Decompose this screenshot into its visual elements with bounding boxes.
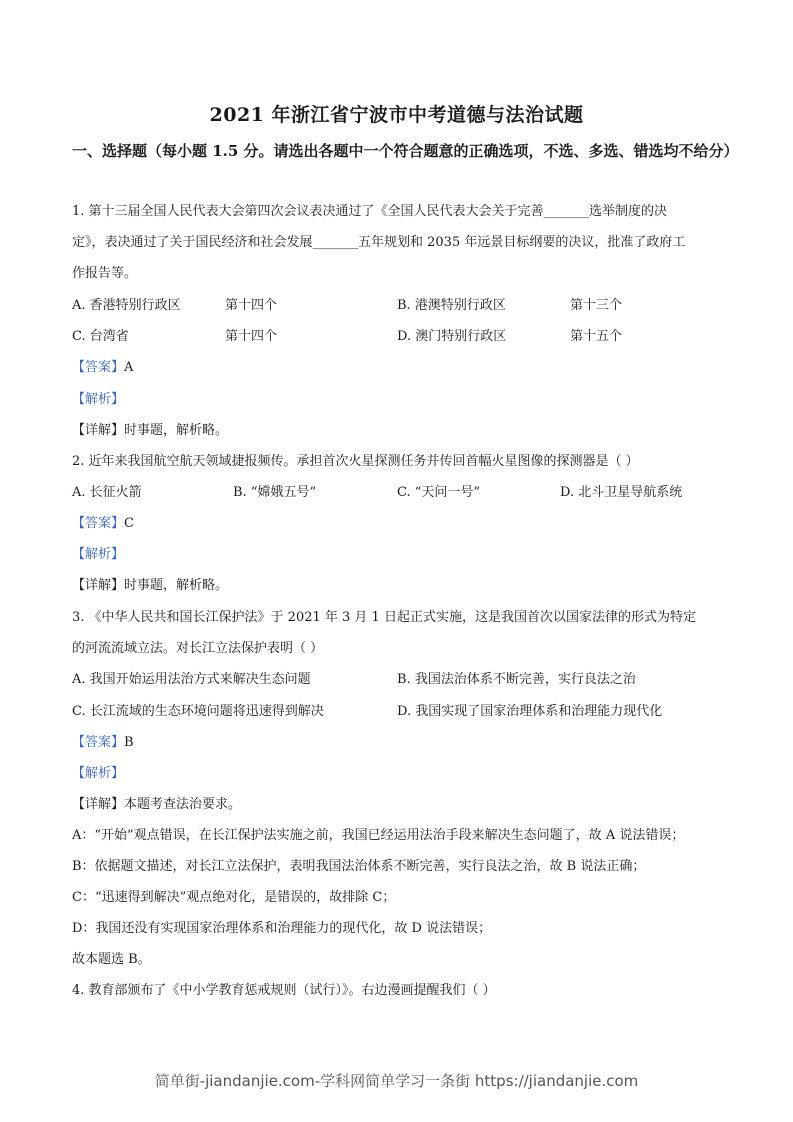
q1-analysis-tag: 【解析】 — [72, 392, 125, 407]
q3-explain-d: D：我国还没有实现国家治理体系和治理能力的现代化，故 D 说法错误； — [72, 921, 492, 936]
footer-watermark: 简单街-jiandanjie.com-学科网简单学习一条街 https://jiandanjie.com — [154, 1072, 639, 1090]
q3-line-1: 3. 《中华人民共和国长江保护法》于 2021 年 3 月 1 日起正式实施，这是我国首次以国家法律的形式为特定 — [72, 610, 696, 625]
q2-analysis-tag: 【解析】 — [72, 547, 125, 562]
answer-tag: 【答案】 — [72, 735, 125, 750]
q3-option-c: C. 长江流域的生态环境问题将迅速得到解决 — [72, 704, 324, 719]
q3-answer — [72, 733, 134, 753]
q3-explain-b: B：依据题文描述，对长江立法保护，表明我国法治体系不断完善，实行良法之治，故 B 说法正确； — [72, 859, 646, 874]
q2-option-a: A. 长征火箭 — [72, 485, 142, 500]
page-title: 2021 年浙江省宁波市中考道德与法治试题 — [209, 104, 584, 126]
q1-line-1: 1. 第十三届全国人民代表大会第四次会议表决通过了《全国人民代表大会关于完善_______选举制度的决 — [72, 204, 668, 219]
q3-detail — [72, 795, 241, 815]
detail-text: 时事题，解析略。 — [124, 423, 229, 438]
q1-detail — [72, 421, 228, 441]
q1-option-b-term: 第十三个 — [570, 298, 623, 313]
q4-line-1: 4. 教育部颁布了《中小学教育惩戒规则（试行）》。右边漫画提醒我们（ ） — [72, 983, 496, 998]
q1-option-d-term: 第十五个 — [570, 329, 623, 344]
q1-option-a-term: 第十四个 — [225, 298, 278, 313]
q2-line-1: 2. 近年来我国航空航天领域捷报频传。承担首次火星探测任务并传回首幅火星图像的探测器是（ ） — [72, 454, 639, 469]
detail-tag: 【详解】 — [72, 578, 125, 593]
q3-line-2: 的河流流域立法。对长江立法保护表明（ ） — [72, 641, 324, 656]
q1-option-d: D. 澳门特别行政区 — [397, 329, 507, 344]
q3-analysis-tag: 【解析】 — [72, 766, 125, 781]
section-heading: 一、选择题（每小题 1.5 分。请选出各题中一个符合题意的正确选项，不选、多选、错选均不给分） — [72, 142, 739, 160]
q1-answer — [72, 358, 133, 378]
q3-explain-c: C：“迅速得到解决”观点绝对化，是错误的，故排除 C； — [72, 890, 396, 905]
q2-option-c: C. “天问一号” — [397, 485, 481, 500]
detail-tag: 【详解】 — [72, 797, 125, 812]
q1-line-2: 定》，表决通过了关于国民经济和社会发展_______五年规划和 2035 年远景目标纲要的决议，批准了政府工 — [72, 235, 686, 250]
q2-detail — [72, 576, 228, 596]
q3-conclusion: 故本题选 B。 — [72, 952, 151, 967]
q1-option-c: C. 台湾省 — [72, 329, 129, 344]
q3-option-a: A. 我国开始运用法治方式来解决生态问题 — [72, 672, 311, 687]
detail-tag: 【详解】 — [72, 423, 125, 438]
q3-explain-a: A：“开始”观点错误，在长江保护法实施之前，我国已经运用法治手段来解决生态问题了，故 A 说法错误； — [72, 828, 685, 843]
detail-text: 本题考查法治要求。 — [124, 797, 242, 812]
answer-tag: 【答案】 — [72, 516, 125, 531]
answer-value: C — [124, 516, 134, 531]
q1-option-c-term: 第十四个 — [225, 329, 278, 344]
q1-option-a: A. 香港特别行政区 — [72, 298, 181, 313]
q3-option-b: B. 我国法治体系不断完善，实行良法之治 — [397, 672, 636, 687]
detail-text: 时事题，解析略。 — [124, 578, 229, 593]
q2-option-d: D. 北斗卫星导航系统 — [560, 485, 683, 500]
q2-option-b: B. “嫦娥五号” — [233, 485, 317, 500]
answer-value: B — [124, 735, 134, 750]
q1-option-b: B. 港澳特别行政区 — [397, 298, 506, 313]
answer-value: A — [124, 360, 134, 375]
answer-tag: 【答案】 — [72, 360, 125, 375]
q3-option-d: D. 我国实现了国家治理体系和治理能力现代化 — [397, 704, 663, 719]
q1-line-3: 作报告等。 — [72, 266, 138, 281]
q2-answer — [72, 514, 134, 534]
